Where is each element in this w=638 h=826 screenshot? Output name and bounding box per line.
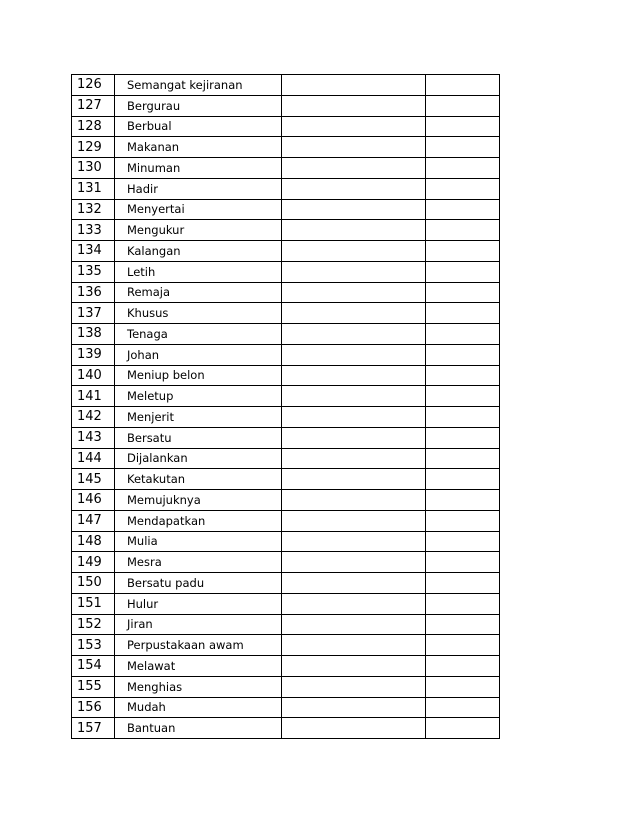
blank-cell (426, 303, 500, 324)
blank-cell (282, 95, 426, 116)
blank-cell (426, 697, 500, 718)
row-number: 132 (72, 199, 115, 220)
row-number: 146 (72, 490, 115, 511)
blank-cell (426, 469, 500, 490)
row-number: 134 (72, 241, 115, 262)
table-row (72, 282, 500, 303)
blank-cell (426, 676, 500, 697)
row-word: Menghias (115, 676, 282, 697)
row-word: Meniup belon (115, 365, 282, 386)
row-number: 151 (72, 593, 115, 614)
row-word: Dijalankan (115, 448, 282, 469)
blank-cell (282, 324, 426, 345)
row-word: Mudah (115, 697, 282, 718)
row-word: Perpustakaan awam (115, 635, 282, 656)
blank-cell (282, 158, 426, 179)
row-word: Jiran (115, 614, 282, 635)
table-row (72, 386, 500, 407)
blank-cell (426, 220, 500, 241)
row-number: 148 (72, 531, 115, 552)
blank-cell (282, 469, 426, 490)
row-number: 138 (72, 324, 115, 345)
row-number: 136 (72, 282, 115, 303)
row-word: Ketakutan (115, 469, 282, 490)
table-row (72, 75, 500, 96)
row-word: Johan (115, 344, 282, 365)
row-word: Kalangan (115, 241, 282, 262)
table-row (72, 220, 500, 241)
row-number: 157 (72, 718, 115, 739)
blank-cell (282, 593, 426, 614)
table-row (72, 199, 500, 220)
row-word: Bersatu (115, 427, 282, 448)
row-word: Tenaga (115, 324, 282, 345)
table-row (72, 241, 500, 262)
blank-cell (282, 614, 426, 635)
blank-cell (282, 75, 426, 96)
blank-cell (282, 116, 426, 137)
row-word: Minuman (115, 158, 282, 179)
blank-cell (426, 178, 500, 199)
row-word: Memujuknya (115, 490, 282, 511)
row-word: Mengukur (115, 220, 282, 241)
blank-cell (282, 365, 426, 386)
blank-cell (282, 407, 426, 428)
table-row (72, 324, 500, 345)
blank-cell (426, 261, 500, 282)
table-row (72, 95, 500, 116)
table-row (72, 407, 500, 428)
row-number: 149 (72, 552, 115, 573)
blank-cell (426, 241, 500, 262)
row-number: 142 (72, 407, 115, 428)
row-number: 147 (72, 510, 115, 531)
row-number: 154 (72, 656, 115, 677)
blank-cell (282, 386, 426, 407)
blank-cell (282, 241, 426, 262)
row-number: 135 (72, 261, 115, 282)
row-word: Bersatu padu (115, 573, 282, 594)
blank-cell (282, 448, 426, 469)
blank-cell (426, 386, 500, 407)
table-row (72, 469, 500, 490)
table-row (72, 448, 500, 469)
row-number: 137 (72, 303, 115, 324)
row-word: Bergurau (115, 95, 282, 116)
blank-cell (282, 303, 426, 324)
row-number: 133 (72, 220, 115, 241)
row-number: 126 (72, 75, 115, 96)
blank-cell (282, 718, 426, 739)
blank-cell (426, 116, 500, 137)
blank-cell (282, 697, 426, 718)
table-row (72, 718, 500, 739)
row-number: 127 (72, 95, 115, 116)
blank-cell (282, 635, 426, 656)
blank-cell (426, 137, 500, 158)
table-row (72, 656, 500, 677)
row-number: 130 (72, 158, 115, 179)
blank-cell (426, 282, 500, 303)
row-word: Mendapatkan (115, 510, 282, 531)
row-word: Menyertai (115, 199, 282, 220)
blank-cell (426, 656, 500, 677)
blank-cell (426, 490, 500, 511)
row-word: Bantuan (115, 718, 282, 739)
blank-cell (426, 344, 500, 365)
table-row (72, 614, 500, 635)
blank-cell (282, 510, 426, 531)
table-row (72, 178, 500, 199)
table-row (72, 344, 500, 365)
blank-cell (426, 593, 500, 614)
vocabulary-table-body (72, 75, 500, 739)
row-number: 144 (72, 448, 115, 469)
blank-cell (426, 158, 500, 179)
row-number: 152 (72, 614, 115, 635)
row-word: Letih (115, 261, 282, 282)
row-word: Hulur (115, 593, 282, 614)
table-row (72, 365, 500, 386)
row-number: 153 (72, 635, 115, 656)
row-word: Semangat kejiranan (115, 75, 282, 96)
table-row (72, 116, 500, 137)
row-word: Mesra (115, 552, 282, 573)
vocabulary-table (71, 74, 500, 739)
row-word: Remaja (115, 282, 282, 303)
row-word: Meletup (115, 386, 282, 407)
table-row (72, 510, 500, 531)
blank-cell (282, 573, 426, 594)
blank-cell (426, 407, 500, 428)
blank-cell (282, 220, 426, 241)
blank-cell (282, 531, 426, 552)
blank-cell (282, 344, 426, 365)
blank-cell (282, 199, 426, 220)
blank-cell (426, 324, 500, 345)
blank-cell (282, 676, 426, 697)
table-row (72, 490, 500, 511)
row-number: 128 (72, 116, 115, 137)
row-word: Melawat (115, 656, 282, 677)
blank-cell (282, 490, 426, 511)
blank-cell (282, 178, 426, 199)
table-row (72, 531, 500, 552)
row-number: 143 (72, 427, 115, 448)
blank-cell (282, 261, 426, 282)
blank-cell (426, 635, 500, 656)
blank-cell (426, 573, 500, 594)
row-number: 131 (72, 178, 115, 199)
row-word: Hadir (115, 178, 282, 199)
blank-cell (426, 199, 500, 220)
row-word: Makanan (115, 137, 282, 158)
blank-cell (426, 365, 500, 386)
blank-cell (426, 75, 500, 96)
table-row (72, 635, 500, 656)
row-word: Berbual (115, 116, 282, 137)
blank-cell (426, 510, 500, 531)
table-row (72, 261, 500, 282)
row-number: 145 (72, 469, 115, 490)
blank-cell (282, 552, 426, 573)
blank-cell (426, 614, 500, 635)
row-number: 150 (72, 573, 115, 594)
table-row (72, 676, 500, 697)
table-row (72, 427, 500, 448)
row-number: 129 (72, 137, 115, 158)
blank-cell (282, 656, 426, 677)
table-row (72, 552, 500, 573)
row-number: 156 (72, 697, 115, 718)
row-word: Mulia (115, 531, 282, 552)
blank-cell (426, 448, 500, 469)
row-number: 141 (72, 386, 115, 407)
blank-cell (426, 552, 500, 573)
table-row (72, 303, 500, 324)
blank-cell (426, 718, 500, 739)
row-number: 139 (72, 344, 115, 365)
table-row (72, 697, 500, 718)
blank-cell (426, 427, 500, 448)
row-word: Khusus (115, 303, 282, 324)
blank-cell (282, 282, 426, 303)
table-row (72, 593, 500, 614)
blank-cell (282, 427, 426, 448)
blank-cell (426, 531, 500, 552)
table-row (72, 573, 500, 594)
row-number: 155 (72, 676, 115, 697)
blank-cell (426, 95, 500, 116)
row-word: Menjerit (115, 407, 282, 428)
table-row (72, 137, 500, 158)
table-row (72, 158, 500, 179)
blank-cell (282, 137, 426, 158)
row-number: 140 (72, 365, 115, 386)
